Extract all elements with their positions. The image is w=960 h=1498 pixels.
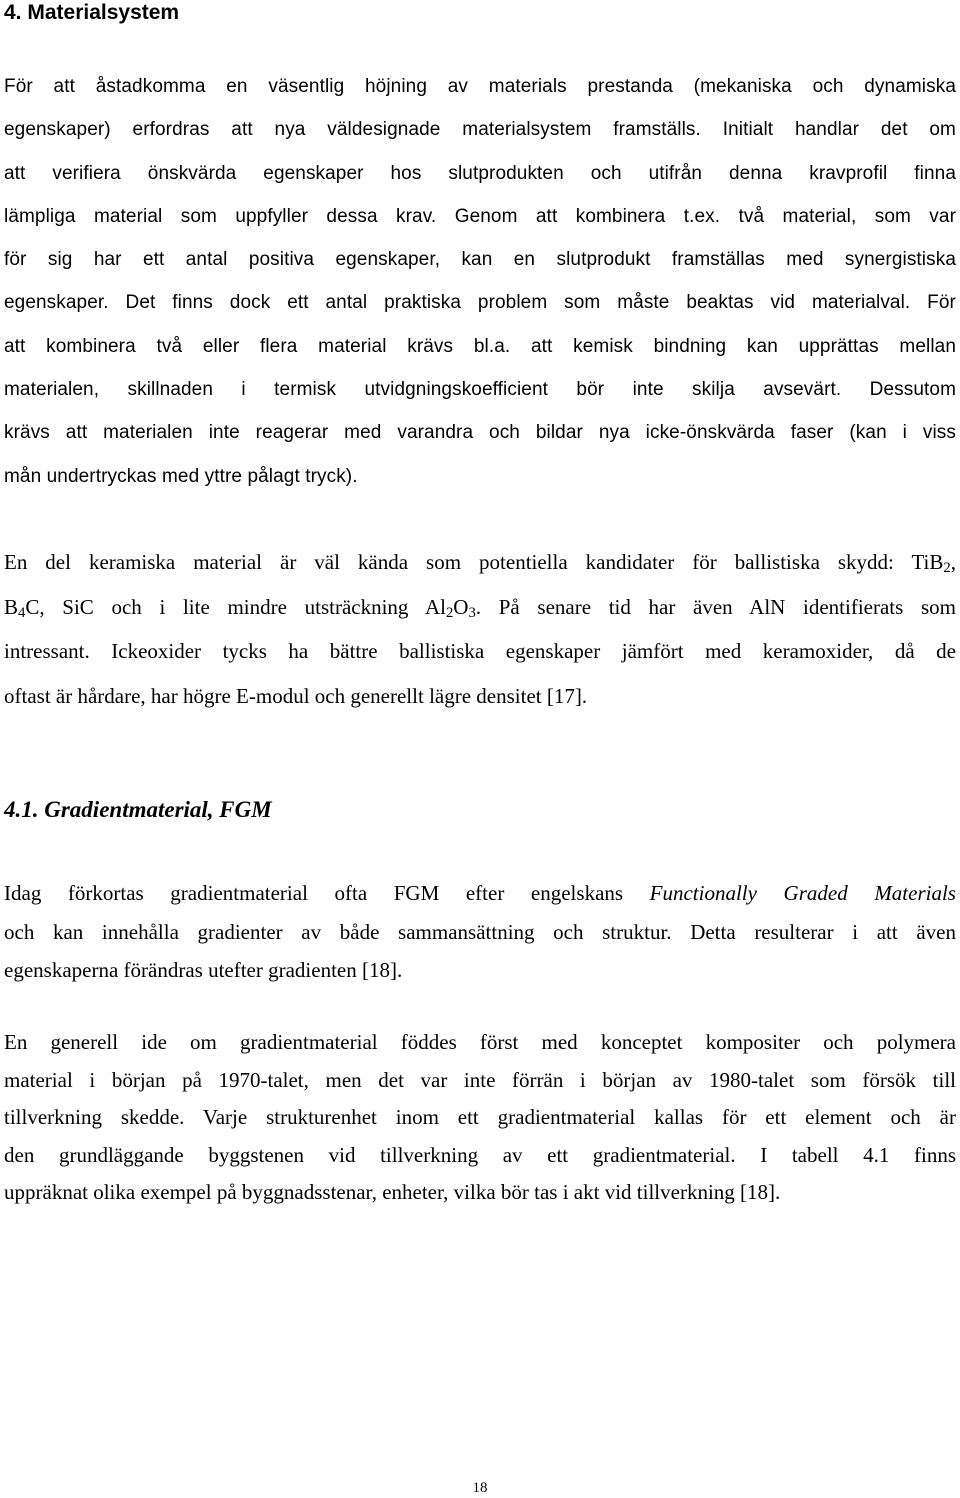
text-line: egenskaper) erfordras att nya väldesignade materialsystem framställs. Initialt handlar det om [4, 119, 956, 141]
text-run: C, SiC och i lite mindre utsträckning Al [25, 594, 446, 619]
text-line: lämpliga material som uppfyller dessa krav. Genom att kombinera t.ex. två material, som var [4, 205, 956, 227]
text-line: oftast är hårdare, har högre E-modul och generellt lägre densitet [17]. [4, 683, 588, 708]
paragraph-fgm-history [4, 1024, 956, 1212]
paragraph-materialsystem-intro [4, 65, 956, 498]
text-line: krävs att materialen inte reagerar med varandra och bildar nya icke-önskvärda faser (kan i viss [4, 422, 956, 444]
paragraph-ceramic-materials [4, 540, 956, 718]
text-line: En generell ide om gradientmaterial föddes först med konceptet kompositer och polymera [4, 1030, 956, 1054]
text-line: material i början på 1970-talet, men det var inte förrän i början av 1980-talet som försök till [4, 1067, 956, 1092]
text-line [4, 585, 956, 630]
text-run: En del keramiska material är väl kända som potentiella kandidater för ballistiska skydd: TiB [4, 550, 944, 574]
text-run: B [4, 594, 19, 619]
text-line: att kombinera två eller flera material krävs bl.a. att kemisk bindning kan upprättas mellan [4, 335, 956, 357]
text-line: För att åstadkomma en väsentlig höjning av materials prestanda (mekaniska och dynamiska [4, 76, 956, 97]
text-line: intressant. Ickeoxider tycks ha bättre ballistiska egenskaper jämfört med keramoxider, då de [4, 639, 956, 664]
subsection-heading: 4.1. Gradientmaterial, FGM [4, 797, 272, 822]
text-run: . På senare tid har även AlN identifierats som [475, 594, 956, 619]
paragraph-fgm-definition [4, 874, 956, 990]
text-line: den grundläggande byggstenen vid tillverkning av ett gradientmaterial. I tabell 4.1 finns [4, 1142, 956, 1167]
subscript: 2 [943, 560, 951, 576]
text-line: egenskaperna förändras utefter gradienten [18]. [4, 958, 403, 982]
page-number: 18 [472, 1480, 488, 1496]
subscript: 2 [445, 604, 454, 621]
subscript: 4 [18, 604, 26, 621]
text-line: att verifiera önskvärda egenskaper hos slutprodukten och utifrån denna kravprofil finna [4, 162, 956, 184]
subscript: 3 [468, 604, 476, 621]
text-line [4, 874, 956, 913]
section-heading: 4. Materialsystem [4, 1, 180, 24]
italic-term: Functionally Graded Materials [649, 881, 956, 905]
text-run: O [453, 594, 469, 619]
text-line: för sig har ett antal positiva egenskaper, kan en slutprodukt framställas med synergistiska [4, 249, 956, 271]
text-line: tillverkning skedde. Varje strukturenhet inom ett gradientmaterial kallas för ett element och är [4, 1105, 956, 1130]
text-line: egenskaper. Det finns dock ett antal praktiska problem som måste beaktas vid materialval. För [4, 292, 956, 314]
text-run: Idag förkortas gradientmaterial ofta FGM efter engelskans [4, 881, 650, 905]
text-line: mån undertryckas med yttre pålagt tryck). [4, 465, 358, 487]
text-line [4, 540, 956, 585]
text-line: och kan innehålla gradienter av både sammansättning och struktur. Detta resulterar i att även [4, 919, 956, 944]
text-line: uppräknat olika exempel på byggnadsstenar, enheter, vilka bör tas i akt vid tillverkning [18]. [4, 1180, 781, 1205]
text-line: materialen, skillnaden i termisk utvidgningskoefficient bör inte skilja avsevärt. Dessutom [4, 379, 956, 401]
text-run: , [950, 550, 956, 574]
